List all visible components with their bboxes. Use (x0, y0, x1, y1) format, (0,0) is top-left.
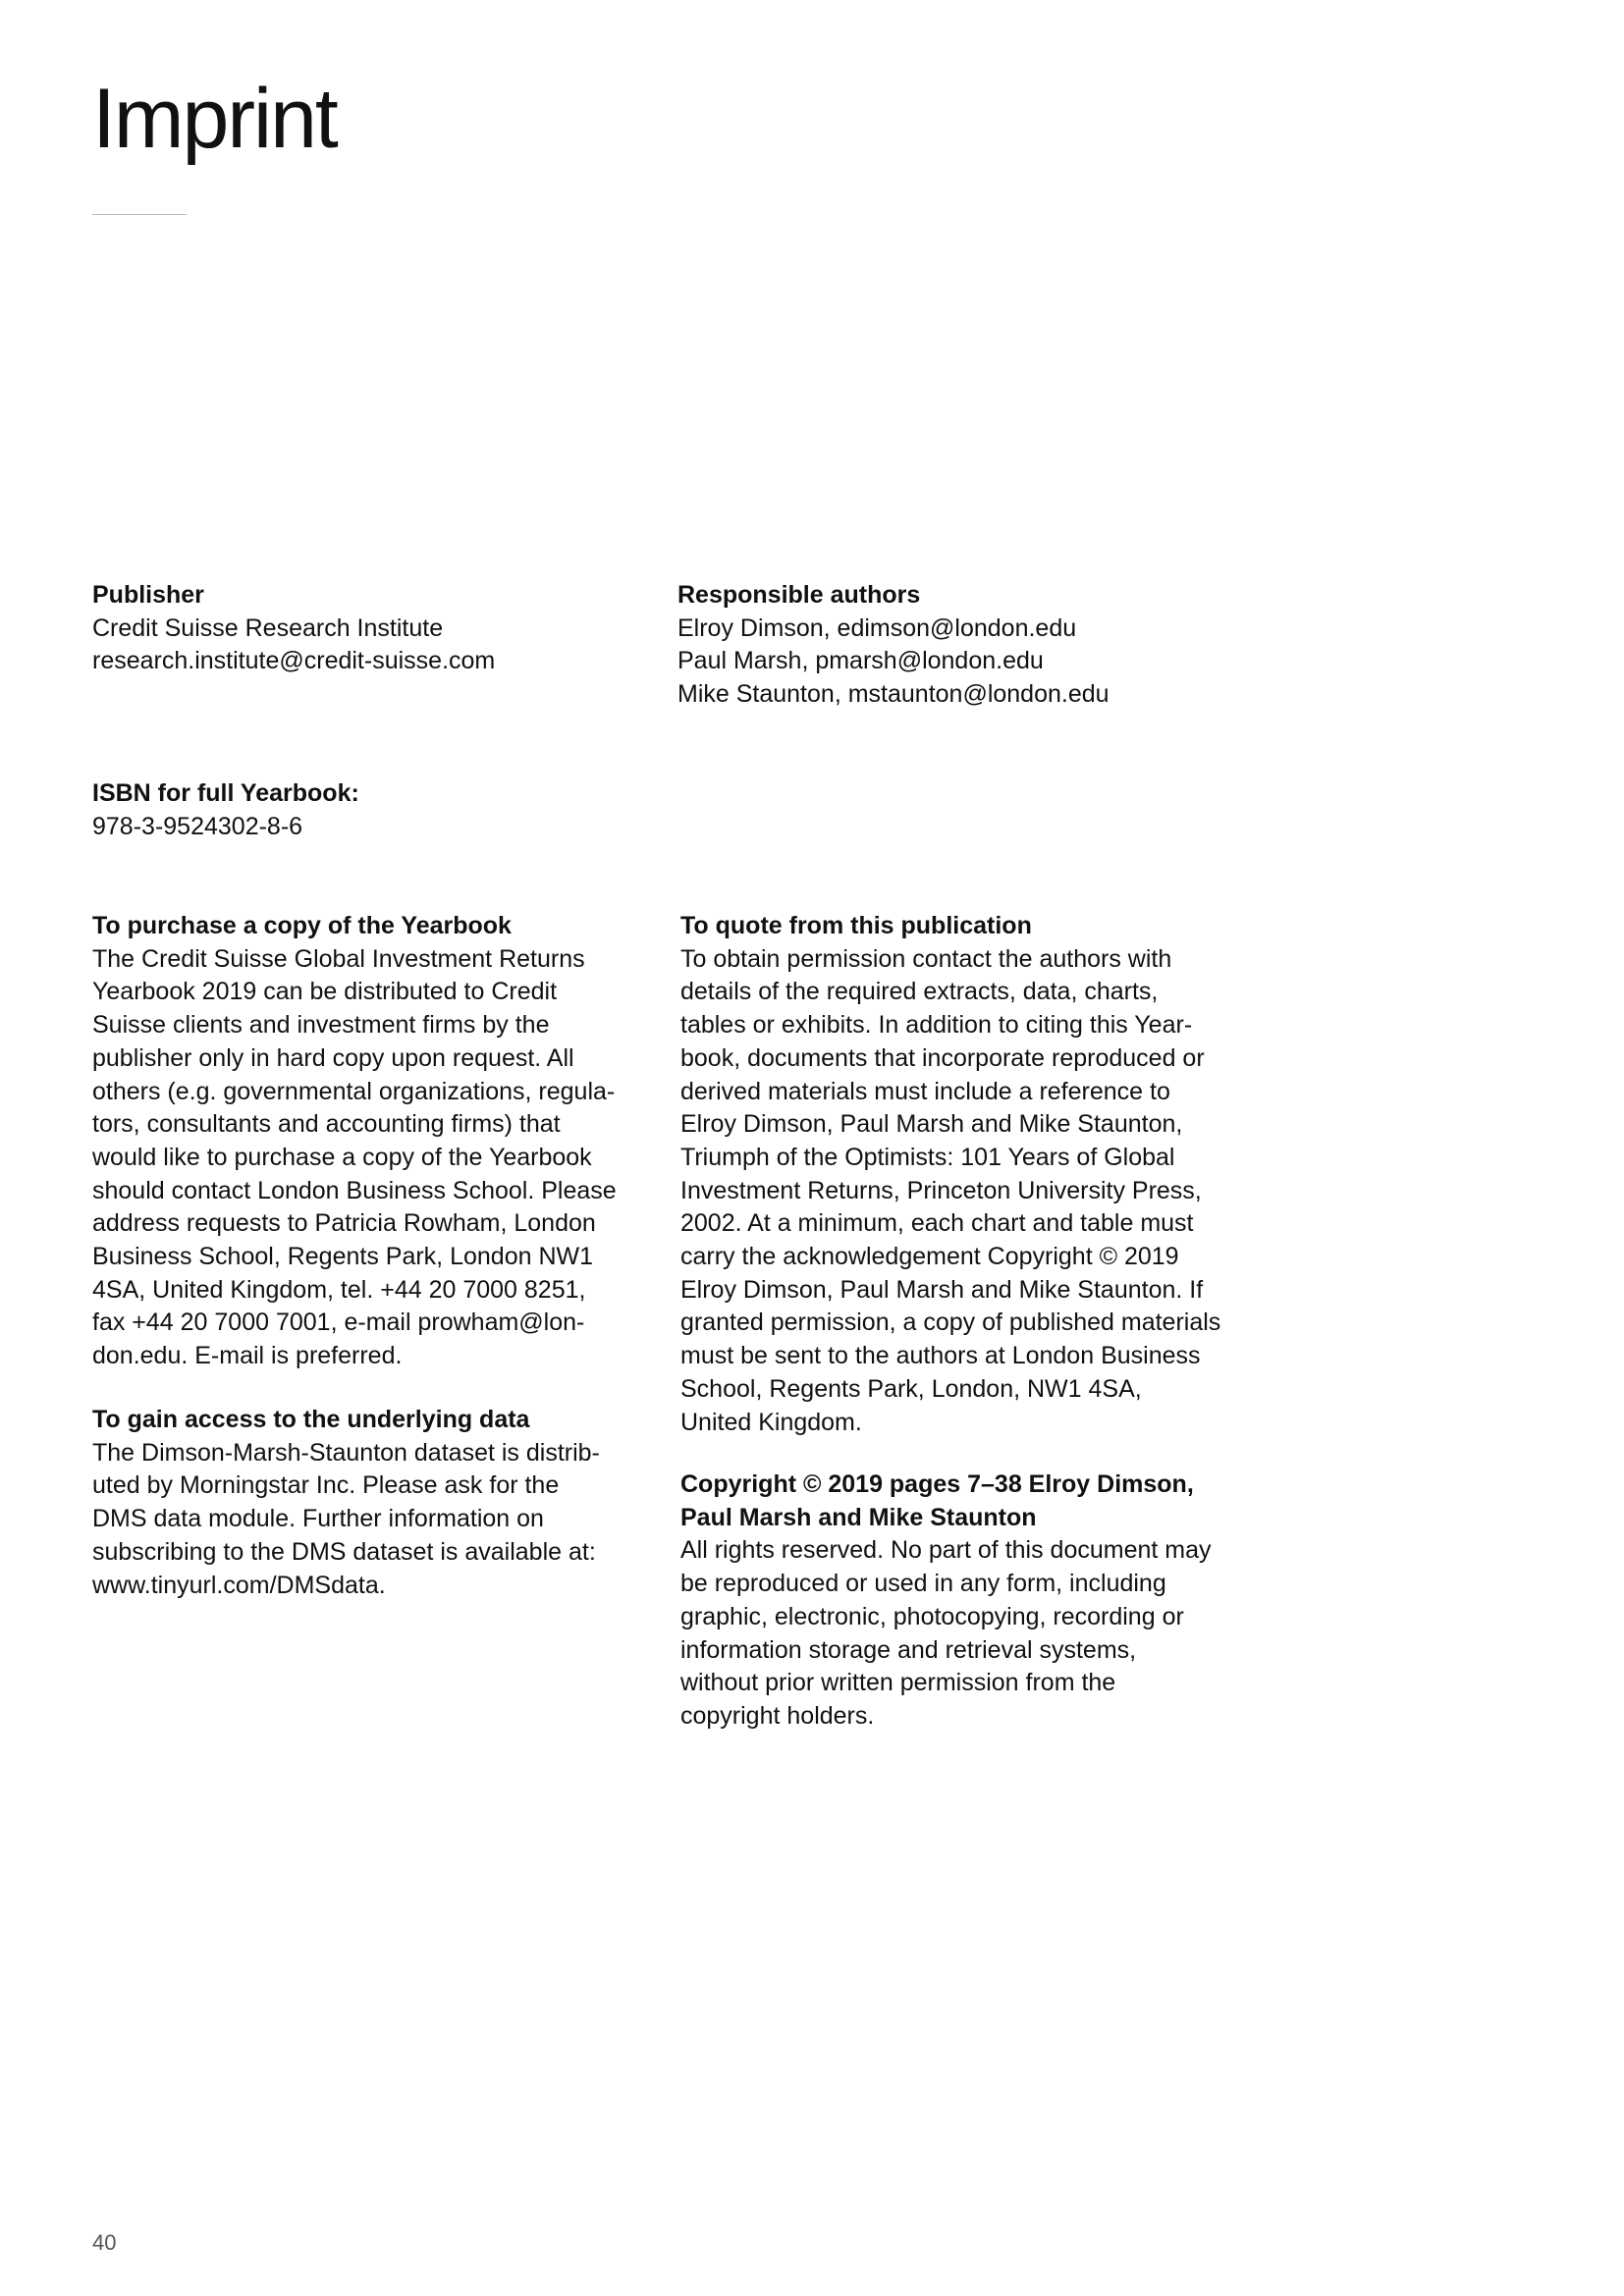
text-line: derived materials must include a reference to (680, 1077, 1170, 1105)
text-line: www.tinyurl.com/DMSdata. (92, 1571, 386, 1599)
author-line: Mike Staunton, mstaunton@london.edu (677, 680, 1110, 709)
text-line: To obtain permission contact the authors with (680, 944, 1172, 973)
authors-heading: Responsible authors (677, 581, 921, 609)
isbn-section (92, 777, 359, 843)
text-line: address requests to Patricia Rowham, London (92, 1209, 596, 1238)
text-line: details of the required extracts, data, charts, (680, 978, 1159, 1006)
text-line: information storage and retrieval systems, (680, 1635, 1137, 1664)
text-line: The Credit Suisse Global Investment Returns (92, 944, 585, 973)
text-line: granted permission, a copy of published materials (680, 1308, 1221, 1337)
text-line: must be sent to the authors at London Business (680, 1342, 1201, 1370)
text-line: without prior written permission from the (680, 1669, 1116, 1697)
data-access-text (92, 1437, 600, 1603)
text-line: Elroy Dimson, Paul Marsh and Mike Staunton. If (680, 1275, 1204, 1304)
quote-text (680, 943, 1220, 1440)
isbn-value: 978-3-9524302-8-6 (92, 812, 303, 840)
title-divider (92, 214, 187, 215)
copyright-heading-line: Paul Marsh and Mike Staunton (680, 1503, 1037, 1531)
quote-section (680, 910, 1220, 1439)
data-access-heading: To gain access to the underlying data (92, 1406, 530, 1433)
text-line: Elroy Dimson, Paul Marsh and Mike Staunton, (680, 1110, 1183, 1139)
text-line: 2002. At a minimum, each chart and table must (680, 1209, 1194, 1238)
publisher-name: Credit Suisse Research Institute (92, 614, 444, 642)
text-line: The Dimson-Marsh-Staunton dataset is distrib- (92, 1438, 600, 1467)
text-line: others (e.g. governmental organizations, regula- (92, 1077, 616, 1105)
publisher-email: research.institute@credit-suisse.com (92, 647, 496, 675)
copyright-text (680, 1534, 1212, 1733)
text-line: United Kingdom. (680, 1408, 862, 1436)
text-line: would like to purchase a copy of the Yearbook (92, 1143, 592, 1171)
text-line: Triumph of the Optimists: 101 Years of Global (680, 1143, 1175, 1171)
page-number: 40 (92, 2230, 117, 2255)
text-line: graphic, electronic, photocopying, recording or (680, 1602, 1184, 1630)
publisher-heading: Publisher (92, 581, 204, 609)
purchase-section (92, 910, 617, 1373)
text-line: should contact London Business School. Please (92, 1176, 617, 1204)
publisher-section (92, 579, 495, 678)
text-line: tors, consultants and accounting firms) that (92, 1110, 561, 1139)
author-line: Elroy Dimson, edimson@london.edu (677, 614, 1077, 642)
text-line: School, Regents Park, London, NW1 4SA, (680, 1374, 1142, 1403)
text-line: uted by Morningstar Inc. Please ask for the (92, 1471, 560, 1500)
text-line: Suisse clients and investment firms by the (92, 1011, 550, 1040)
authors-lines (677, 613, 1110, 712)
authors-section (677, 579, 1110, 712)
data-access-section (92, 1404, 600, 1602)
purchase-heading: To purchase a copy of the Yearbook (92, 912, 512, 939)
text-line: 4SA, United Kingdom, tel. +44 20 7000 8251, (92, 1275, 586, 1304)
quote-heading: To quote from this publication (680, 912, 1032, 939)
text-line: carry the acknowledgement Copyright © 2019 (680, 1243, 1179, 1271)
text-line: All rights reserved. No part of this document may (680, 1536, 1212, 1565)
copyright-heading (680, 1468, 1212, 1534)
text-line: don.edu. E-mail is preferred. (92, 1342, 403, 1370)
text-line: subscribing to the DMS dataset is available at: (92, 1537, 596, 1566)
copyright-section (680, 1468, 1212, 1734)
purchase-text (92, 943, 617, 1373)
text-line: Business School, Regents Park, London NW1 (92, 1243, 593, 1271)
author-line: Paul Marsh, pmarsh@london.edu (677, 647, 1044, 675)
text-line: Yearbook 2019 can be distributed to Credit (92, 978, 558, 1006)
copyright-heading-line: Copyright © 2019 pages 7–38 Elroy Dimson, (680, 1470, 1194, 1498)
page-title: Imprint (92, 72, 337, 166)
text-line: fax +44 20 7000 7001, e-mail prowham@lon- (92, 1308, 585, 1337)
text-line: book, documents that incorporate reproduced or (680, 1043, 1205, 1072)
text-line: DMS data module. Further information on (92, 1505, 544, 1533)
text-line: publisher only in hard copy upon request. All (92, 1043, 574, 1072)
publisher-lines (92, 613, 495, 678)
text-line: Investment Returns, Princeton University Press, (680, 1176, 1202, 1204)
isbn-heading: ISBN for full Yearbook: (92, 779, 359, 807)
text-line: tables or exhibits. In addition to citing this Year- (680, 1011, 1193, 1040)
text-line: be reproduced or used in any form, including (680, 1570, 1166, 1598)
text-line: copyright holders. (680, 1701, 875, 1730)
